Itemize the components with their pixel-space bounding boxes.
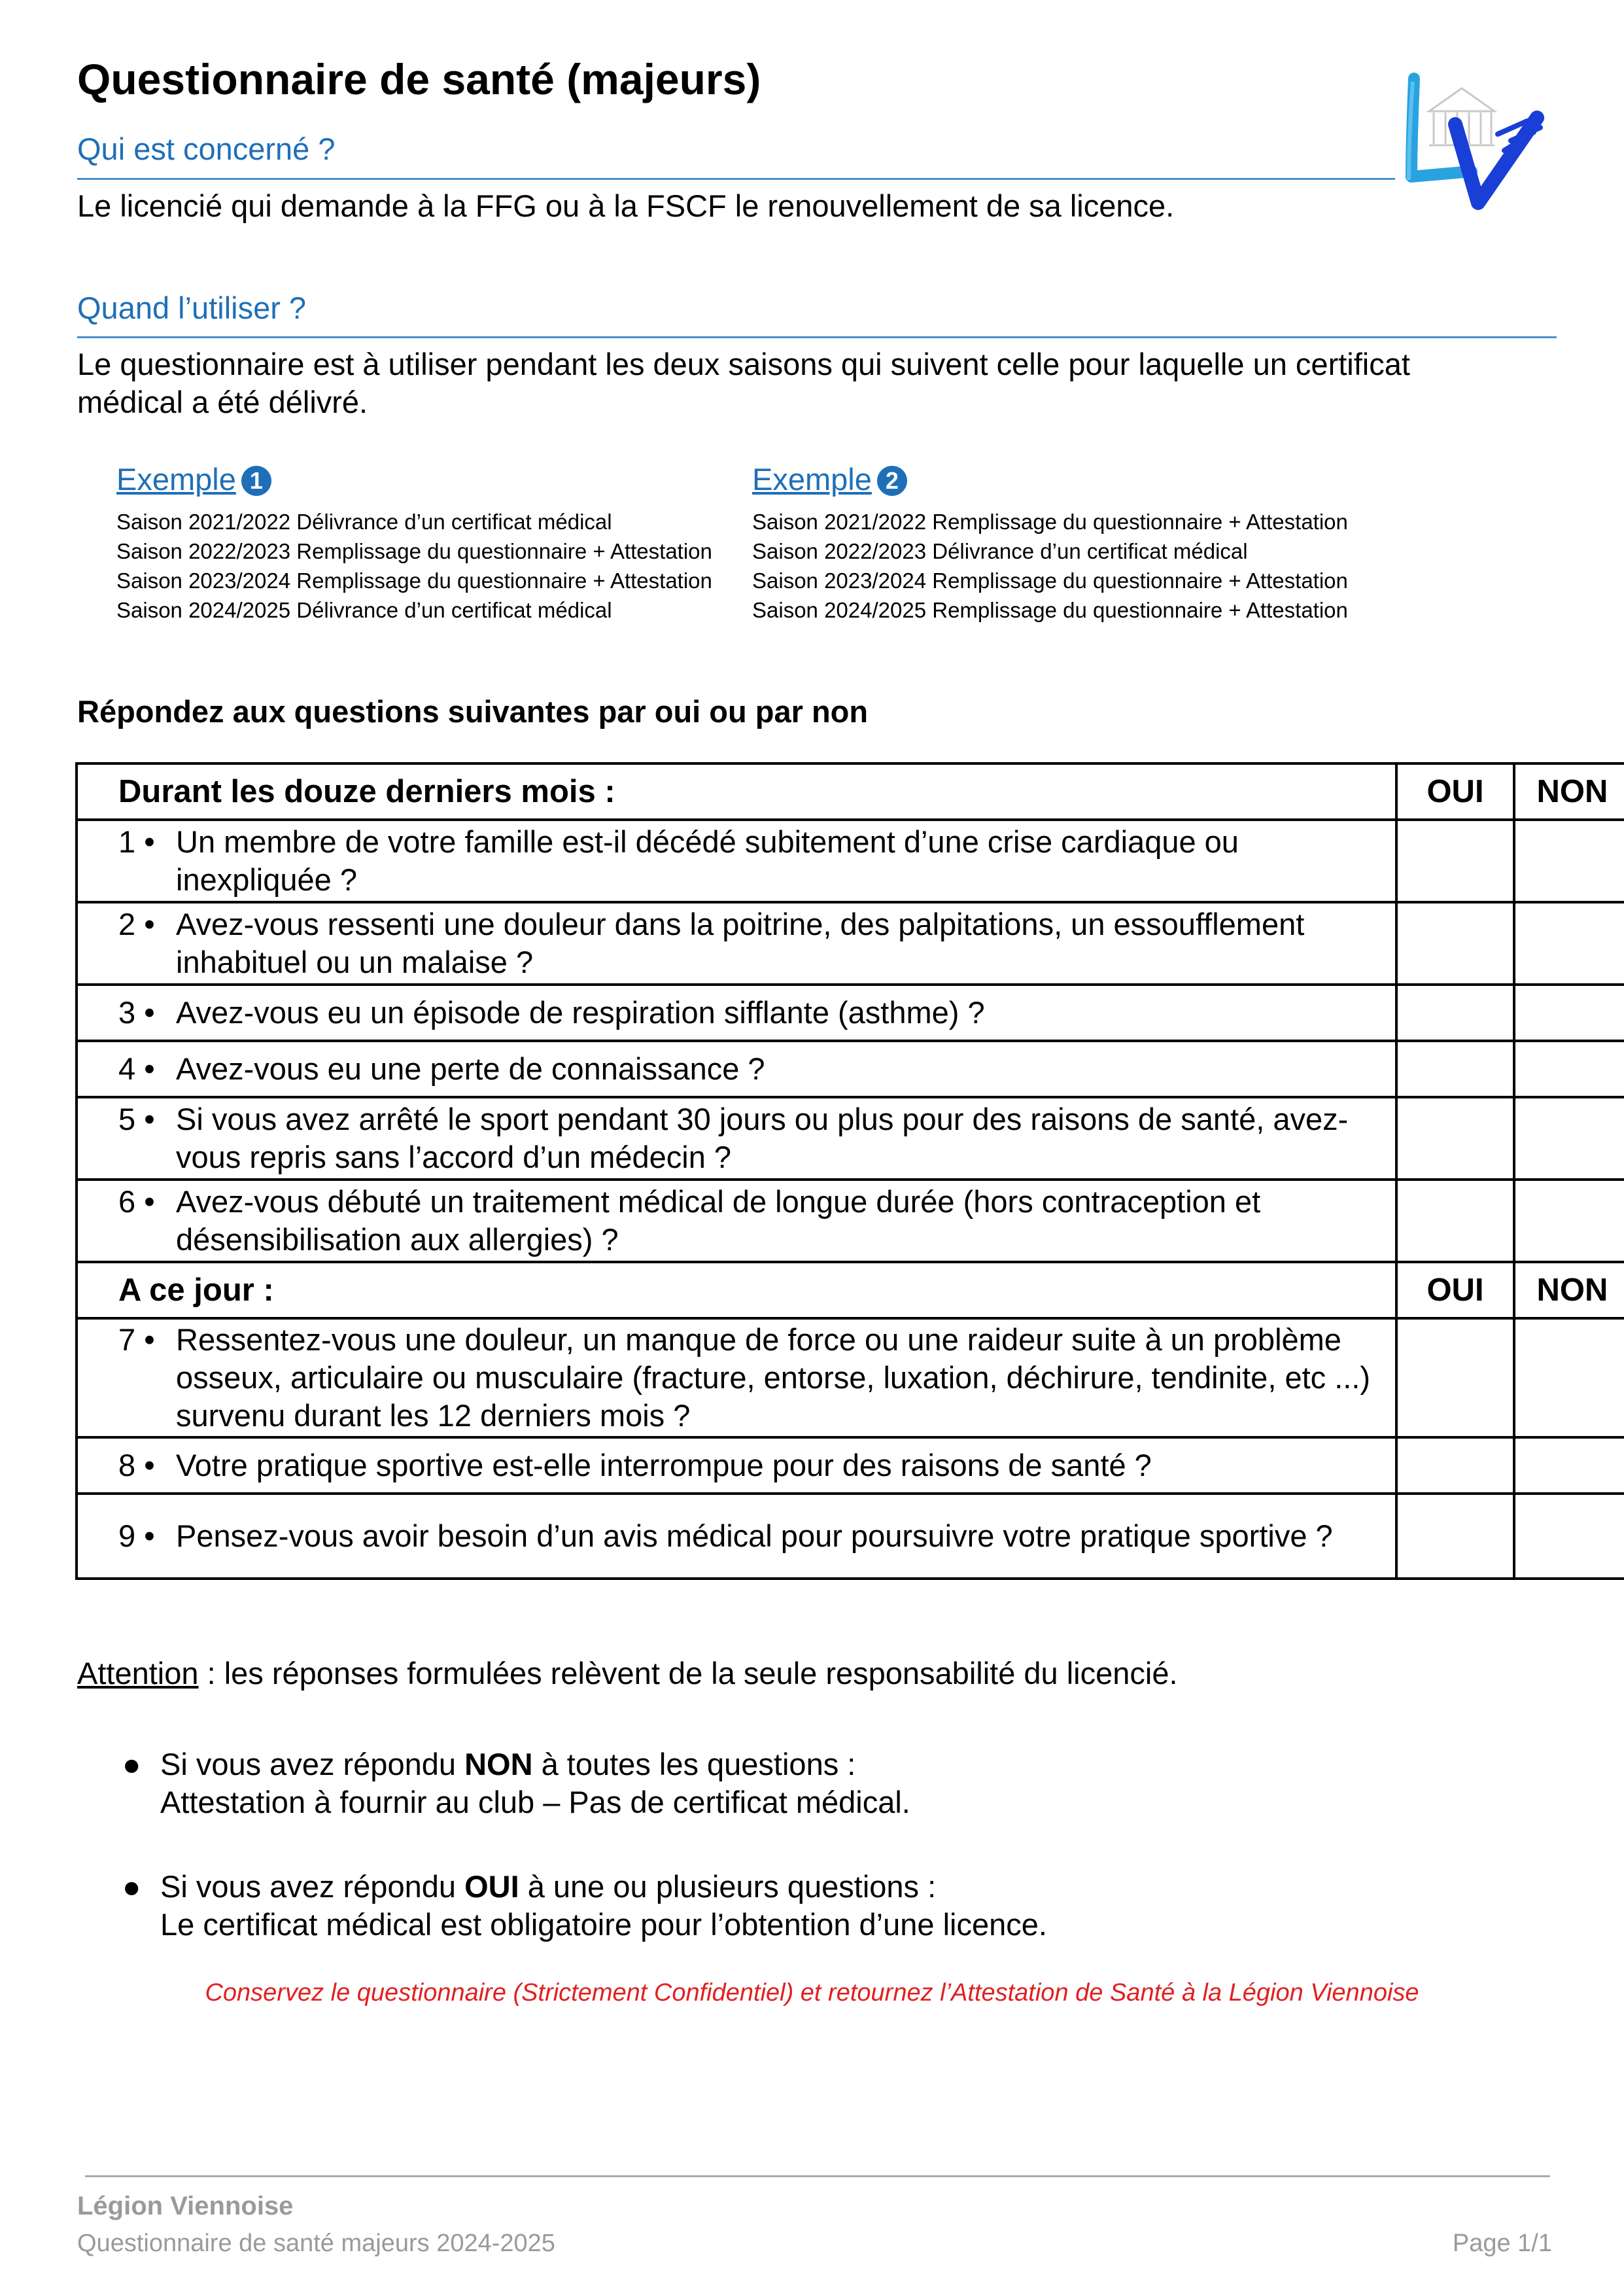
example-lines <box>116 507 712 625</box>
example-line: Saison 2022/2023 Délivrance d’un certificat médical <box>752 539 1248 564</box>
yes-answer-cell[interactable] <box>1396 1041 1514 1097</box>
question-number: 5 • <box>118 1102 155 1136</box>
question-number: 9 • <box>118 1518 155 1553</box>
yes-column-header: OUI <box>1396 763 1514 820</box>
example-block-2 <box>752 461 1348 625</box>
table-header-row <box>77 1262 1624 1318</box>
questionnaire-table <box>75 762 1624 1580</box>
question-number: 2 • <box>118 907 155 941</box>
question-number: 7 • <box>118 1322 155 1357</box>
question-text: Si vous avez arrêté le sport pendant 30 jours ou plus pour des raisons de santé, avez-vous repris sans l’accord d’un médecin ? <box>176 1102 1349 1174</box>
question-text: Avez-vous débuté un traitement médical de longue durée (hors contraception et désensibilisation aux allergies) ? <box>176 1184 1261 1257</box>
example-lines <box>752 507 1348 625</box>
section-heading-who: Qui est concerné ? <box>77 131 336 166</box>
table-row <box>77 1097 1624 1180</box>
bullet-item-non <box>122 1745 910 1821</box>
example-line: Saison 2024/2025 Remplissage du questionnaire + Attestation <box>752 598 1348 623</box>
table-row <box>77 1437 1624 1494</box>
no-answer-cell[interactable] <box>1514 1437 1624 1494</box>
section-text-when <box>77 345 1555 421</box>
bold-answer: OUI <box>464 1869 519 1904</box>
no-answer-cell[interactable] <box>1514 902 1624 985</box>
no-answer-cell[interactable] <box>1514 1041 1624 1097</box>
bullet-line: Si vous avez répondu NON à toutes les questions : <box>160 1747 856 1781</box>
no-answer-cell[interactable] <box>1514 1494 1624 1579</box>
example-line: Saison 2023/2024 Remplissage du questionnaire + Attestation <box>116 569 712 593</box>
example-block-1 <box>116 461 712 625</box>
bullet-line: Attestation à fournir au club – Pas de certificat médical. <box>160 1785 910 1819</box>
no-answer-cell[interactable] <box>1514 1097 1624 1180</box>
example-line: Saison 2024/2025 Délivrance d’un certificat médical <box>116 598 612 623</box>
text-line: médical a été délivré. <box>77 385 368 419</box>
table-row <box>77 985 1624 1041</box>
example-title: Exemple 2 <box>752 461 1348 498</box>
question-number: 4 • <box>118 1051 155 1086</box>
footer-org: Légion Viennoise <box>77 2192 294 2220</box>
group-header: A ce jour : <box>77 1262 1396 1318</box>
bullet-line: Si vous avez répondu OUI à une ou plusieurs questions : <box>160 1869 937 1904</box>
text-line: Le questionnaire est à utiliser pendant les deux saisons qui suivent celle pour laquelle un certificat <box>77 347 1410 381</box>
question-number: 6 • <box>118 1184 155 1219</box>
no-answer-cell[interactable] <box>1514 1180 1624 1262</box>
question-text: Avez-vous eu un épisode de respiration sifflante (asthme) ? <box>176 995 985 1030</box>
bullet-item-oui <box>122 1868 1047 1944</box>
example-line: Saison 2021/2022 Délivrance d’un certificat médical <box>116 510 612 534</box>
no-answer-cell[interactable] <box>1514 985 1624 1041</box>
number-badge-icon: 1 <box>241 466 271 496</box>
question-number: 8 • <box>118 1448 155 1482</box>
attention-text: : les réponses formulées relèvent de la seule responsabilité du licencié. <box>198 1656 1178 1691</box>
confidential-notice: Conservez le questionnaire (Strictement Confidentiel) et retournez l’Attestation de Santé à la Légion Viennoise <box>205 1979 1419 2006</box>
question-number: 1 • <box>118 824 155 859</box>
yes-answer-cell[interactable] <box>1396 1494 1514 1579</box>
footer-divider <box>85 2175 1550 2177</box>
yes-answer-cell[interactable] <box>1396 902 1514 985</box>
yes-answer-cell[interactable] <box>1396 985 1514 1041</box>
bullet-icon: ● <box>122 1869 141 1904</box>
yes-answer-cell[interactable] <box>1396 1437 1514 1494</box>
section-divider <box>77 178 1395 180</box>
footer-doc-title: Questionnaire de santé majeurs 2024-2025 <box>77 2230 555 2257</box>
yes-answer-cell[interactable] <box>1396 820 1514 902</box>
no-column-header: NON <box>1514 1262 1624 1318</box>
no-answer-cell[interactable] <box>1514 1318 1624 1437</box>
example-line: Saison 2021/2022 Remplissage du questionnaire + Attestation <box>752 510 1348 534</box>
no-answer-cell[interactable] <box>1514 820 1624 902</box>
section-heading-when: Quand l’utiliser ? <box>77 290 307 325</box>
table-row <box>77 1318 1624 1437</box>
yes-answer-cell[interactable] <box>1396 1180 1514 1262</box>
example-line: Saison 2023/2024 Remplissage du questionnaire + Attestation <box>752 569 1348 593</box>
group-header: Durant les douze derniers mois : <box>77 763 1396 820</box>
yes-answer-cell[interactable] <box>1396 1097 1514 1180</box>
no-column-header: NON <box>1514 763 1624 820</box>
table-row <box>77 820 1624 902</box>
table-row <box>77 1041 1624 1097</box>
example-title: Exemple 1 <box>116 461 712 498</box>
bullet-icon: ● <box>122 1747 141 1781</box>
attention-note <box>77 1655 1178 1691</box>
page-title: Questionnaire de santé (majeurs) <box>77 55 761 103</box>
question-number: 3 • <box>118 995 155 1030</box>
yes-column-header: OUI <box>1396 1262 1514 1318</box>
yes-answer-cell[interactable] <box>1396 1318 1514 1437</box>
question-text: Avez-vous eu une perte de connaissance ? <box>176 1051 765 1086</box>
footer-page-number: Page 1/1 <box>1452 2230 1552 2257</box>
section-text-who: Le licencié qui demande à la FFG ou à la FSCF le renouvellement de sa licence. <box>77 188 1175 223</box>
table-row <box>77 1494 1624 1579</box>
question-text: Votre pratique sportive est-elle interrompue pour des raisons de santé ? <box>176 1448 1152 1482</box>
instruction-heading: Répondez aux questions suivantes par oui ou par non <box>77 694 869 729</box>
table-row <box>77 902 1624 985</box>
attention-label: Attention <box>77 1656 199 1691</box>
number-badge-icon: 2 <box>877 466 907 496</box>
question-text: Pensez-vous avoir besoin d’un avis médical pour poursuivre votre pratique sportive ? <box>176 1518 1333 1553</box>
table-row <box>77 1180 1624 1262</box>
bold-answer: NON <box>464 1747 533 1781</box>
question-text: Avez-vous ressenti une douleur dans la poitrine, des palpitations, un essoufflement inhabituel ou un malaise ? <box>176 907 1305 979</box>
bullet-line: Le certificat médical est obligatoire pour l’obtention d’une licence. <box>160 1907 1047 1942</box>
question-text: Un membre de votre famille est-il décédé subitement d’une crise cardiaque ou inexpliquée ? <box>176 824 1239 897</box>
table-header-row <box>77 763 1624 820</box>
example-line: Saison 2022/2023 Remplissage du questionnaire + Attestation <box>116 539 712 564</box>
question-text: Ressentez-vous une douleur, un manque de force ou une raideur suite à un problème osseux, articulaire ou musculaire (fracture, entorse, luxation, déchirure, tendinite, etc ...) survenu durant les 12 derniers mois ? <box>176 1322 1371 1433</box>
section-divider <box>77 336 1557 338</box>
